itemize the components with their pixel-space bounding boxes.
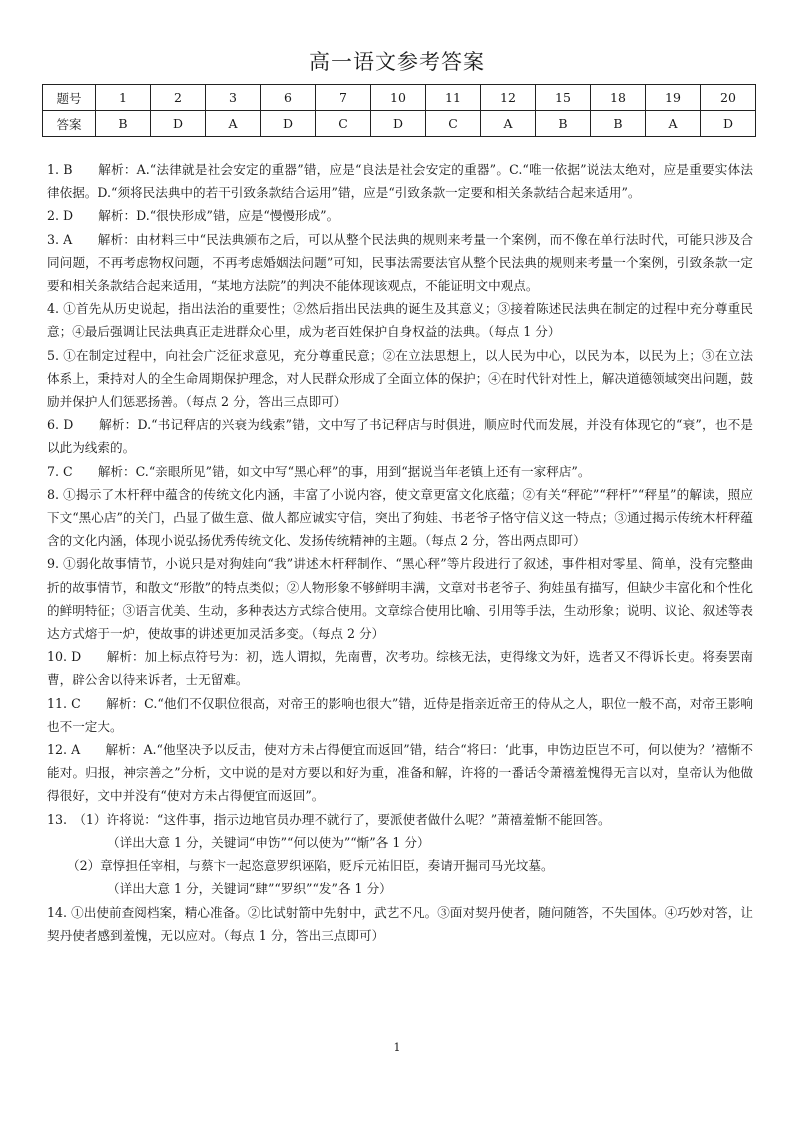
answer-cell: A (206, 111, 261, 137)
answer-table (42, 84, 756, 137)
explanation-q7: 7. C 解析：C.“亲眼所见”错，如文中写“黑心秤”的事，用到“据说当年老镇上还有一家秤店”。 (47, 463, 591, 479)
explanation-q1: 1. B 解析：A.“法律就是社会安定的重器”错，应是“良法是社会安定的重器”。C.“唯一依据”说法太绝对，应是重要实体法律依据。D.“须将民法典中的若干引致条款结合运用”错，应是“引致条款一定要和相关条款结合起来适用”。 (47, 162, 753, 201)
answer-cell: B (536, 111, 591, 137)
explanation-q13-part1: 13. （1）许将说：“这件事，指示边地官员办理不就行了，要派使者做什么呢？”萧禧羞惭不能回答。 (47, 811, 611, 827)
question-number-cell: 6 (261, 85, 316, 111)
answer-cell: D (371, 111, 426, 137)
answer-table-answer-row (43, 111, 756, 137)
explanation-q13-part2: （2）章惇担任宰相，与蔡卞一起恣意罗织诬陷，贬斥元祐旧臣，奏请开掘司马光坟墓。 (67, 858, 554, 874)
explanation-q10: 10. D 解析：加上标点符号为：初，选人谓拟，先南曹，次考功。综核无法，吏得缘文为奸，选者又不得诉长吏。将奏罢南曹，辟公舍以待来诉者，士无留难。 (47, 649, 753, 688)
answer-cell: D (261, 111, 316, 137)
question-number-cell: 15 (536, 85, 591, 111)
question-number-cell: 3 (206, 85, 261, 111)
answer-cell: A (646, 111, 701, 137)
explanation-q12: 12. A 解析：A.“他坚决予以反击，使对方未占得便宜而返回”错，结合“将曰：‘此事，申饬边臣岂不可，何以使为？’禧惭不能对。归报，神宗善之”分析，文中说的是对方要以和好为重，准备和解，许将的一番话令萧禧羞愧得无言以对，皇帝认为他做得很好，文中并没有“使对方未占得便宜而返回”。 (47, 742, 753, 804)
question-number-cell: 19 (646, 85, 701, 111)
answer-cell: B (96, 111, 151, 137)
question-number-cell: 11 (426, 85, 481, 111)
page-title: 高一语文参考答案 (309, 50, 485, 74)
answer-table-question-row (43, 85, 756, 111)
question-number-cell: 18 (591, 85, 646, 111)
explanation-q14: 14. ①出使前查阅档案，精心准备。②比试射箭中先射中，武艺不凡。③面对契丹使者，随问随答，不失国体。④巧妙对答，让契丹使者感到羞愧，无以应对。（每点 1 分，答出三点即可） (47, 904, 753, 943)
answer-cell: C (426, 111, 481, 137)
explanation-q8: 8. ①揭示了木杆秤中蕴含的传统文化内涵，丰富了小说内容，使文章更富文化底蕴；②有关“秤砣”“秤杆”“秤星”的解读，照应下文“黑心店”的关门，凸显了做生意、做人都应诚实守信，突出了狗娃、书老爷子恪守信义这一特点；③通过揭示传统木杆秤蕴含的文化内涵，体现小说弘扬优秀传统文化、发扬传统精神的主题。（每点 2 分，答出两点即可） (47, 486, 753, 549)
answer-cell: D (151, 111, 206, 137)
explanation-q4: 4. ①首先从历史说起，指出法治的重要性；②然后指出民法典的诞生及其意义；③接着陈述民法典在制定的过程中充分尊重民意；④最后强调让民法典真正走进群众心里，成为老百姓保护自身权益的法典。（每点 1 分） (47, 301, 753, 340)
explanation-q3: 3. A 解析：由材料三中“民法典颁布之后，可以从整个民法典的规则来考量一个案例，而不像在单行法时代，可能只涉及合同问题，不再考虑物权问题，不再考虑婚姻法问题”可知，民事法需要法官从整个民法典的规则来考量一个案例，引致条款一定要和相关条款结合起来适用，“某地方法院”的判决不能体现该观点，不能证明文中观点。 (47, 231, 753, 294)
question-number-cell: 7 (316, 85, 371, 111)
question-number-label: 题号 (43, 85, 96, 111)
question-number-cell: 20 (701, 85, 756, 111)
answer-cell: A (481, 111, 536, 137)
question-number-cell: 2 (151, 85, 206, 111)
scoring-note: （详出大意 1 分，关键词“肆”“罗织”“发”各 1 分） (107, 881, 392, 897)
explanation-q11: 11. C 解析：C.“他们不仅职位很高，对帝王的影响也很大”错，近侍是指亲近帝王的侍从之人，职位一般不高，对帝王影响也不一定大。 (47, 695, 753, 734)
question-number-cell: 1 (96, 85, 151, 111)
explanation-q2: 2. D 解析：D.“很快形成”错，应是“慢慢形成”。 (47, 208, 340, 224)
explanation-q9: 9. ①弱化故事情节，小说只是对狗娃向“我”讲述木杆秤制作、“黑心秤”等片段进行了叙述，事件相对零星、简单，没有完整曲折的故事情节，和散文“形散”的特点类似；②人物形象不够鲜明丰满，文章对书老爷子、狗娃虽有描写，但缺少丰富化和个性化的鲜明特征；③语言优美、生动，多种表达方式综合使用。文章综合使用比喻、引用等手法，生动形象；说明、议论、叙述等表达方式熔于一炉，使故事的讲述更加灵活多变。（每点 2 分） (47, 556, 753, 642)
question-number-cell: 12 (481, 85, 536, 111)
explanation-q5: 5. ①在制定过程中，向社会广泛征求意见，充分尊重民意；②在立法思想上，以人民为中心，以民为本，以民为上；③在立法体系上，秉持对人的全生命周期保护理念，对人民群众形成了全面立体的保护；④在时代针对性上，解决道德领域突出问题，鼓励并保护人们惩恶扬善。（每点 2 分，答出三点即可） (47, 347, 753, 410)
explanation-q6: 6. D 解析：D.“书记秤店的兴衰为线索”错，文中写了书记秤店与时俱进，顺应时代而发展，并没有体现它的“衰”，也不是以此为线索的。 (47, 417, 753, 456)
answer-cell: D (701, 111, 756, 137)
explanations (47, 158, 753, 947)
scoring-note: （详出大意 1 分，关键词“申饬”“何以使为”“惭”各 1 分） (107, 834, 430, 850)
question-number-cell: 10 (371, 85, 426, 111)
page-number: 1 (393, 1041, 401, 1054)
answer-cell: B (591, 111, 646, 137)
answer-label: 答案 (43, 111, 96, 137)
answer-cell: C (316, 111, 371, 137)
